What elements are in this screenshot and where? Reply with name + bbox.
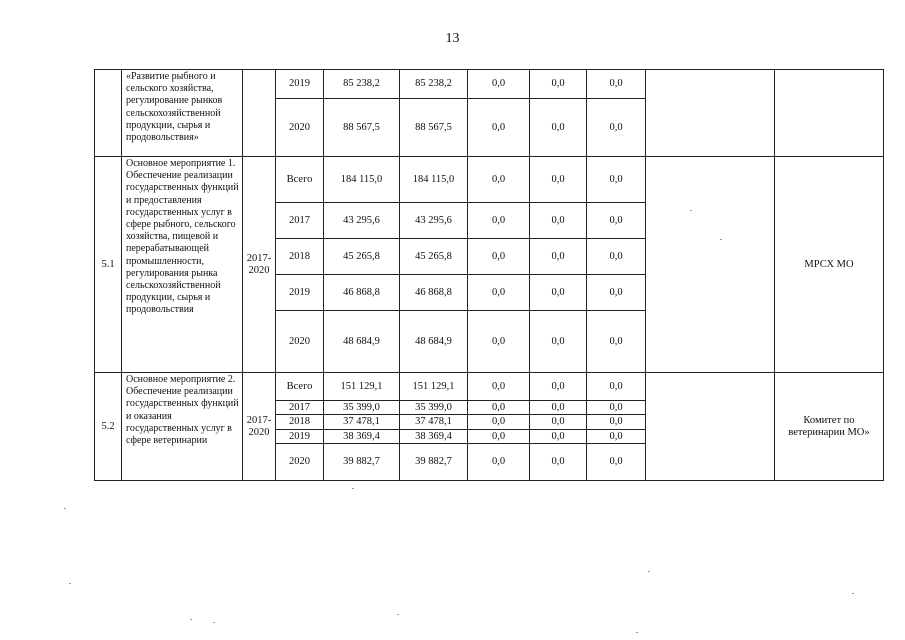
year-cell: 2018 [276,239,324,275]
total-cell: 184 115,0 [324,157,400,203]
executor-cell: МРСХ МО [775,157,884,373]
zero-cell: 0,0 [587,70,646,99]
zero-cell: 0,0 [530,311,587,373]
table-row [95,157,884,203]
total-cell: 38 369,4 [324,430,400,444]
page-number: 13 [445,31,460,46]
zero-cell: 0,0 [468,99,530,157]
zero-cell: 0,0 [468,311,530,373]
scan-speck [720,239,722,240]
budget-cell: 85 238,2 [400,70,468,99]
zero-cell: 0,0 [468,275,530,311]
zero-cell: 0,0 [468,415,530,430]
budget-cell: 43 295,6 [400,203,468,239]
budget-cell: 46 868,8 [400,275,468,311]
year-cell: Всего [276,157,324,203]
year-cell: 2019 [276,70,324,99]
total-cell: 85 238,2 [324,70,400,99]
total-cell: 48 684,9 [324,311,400,373]
period-start: 2017- [246,252,272,264]
zero-cell: 0,0 [530,415,587,430]
item-number [95,70,122,157]
zero-cell: 0,0 [468,430,530,444]
program-name: Основное мероприятие 1. Обеспечение реализации государственных функций и предоставления государственных услуг в сфере рыбного, сельского хозяйства, пищевой и перерабатывающей промышленности, регулирования рынка сельскохозяйственной продукции, сырья и продовольствия [122,157,243,373]
budget-cell: 35 399,0 [400,401,468,415]
executor-cell [775,70,884,157]
zero-cell: 0,0 [587,275,646,311]
zero-cell: 0,0 [468,239,530,275]
zero-cell: 0,0 [587,157,646,203]
zero-cell: 0,0 [530,99,587,157]
zero-cell: 0,0 [530,401,587,415]
total-cell: 45 265,8 [324,239,400,275]
budget-cell: 37 478,1 [400,415,468,430]
period-start: 2017- [246,414,272,426]
budget-cell: 151 129,1 [400,373,468,401]
zero-cell: 0,0 [587,373,646,401]
period-cell [243,157,276,373]
empty-cell [646,157,775,373]
zero-cell: 0,0 [530,373,587,401]
zero-cell: 0,0 [587,311,646,373]
year-cell: 2020 [276,444,324,481]
period-cell [243,373,276,481]
zero-cell: 0,0 [530,275,587,311]
empty-cell [646,70,775,157]
table-row [95,373,884,401]
scan-speck [397,614,399,615]
year-cell: 2018 [276,415,324,430]
scan-speck [190,619,192,620]
period-cell [243,70,276,157]
total-cell: 88 567,5 [324,99,400,157]
scan-speck [213,622,215,623]
budget-cell: 88 567,5 [400,99,468,157]
item-number: 5.1 [95,157,122,373]
zero-cell: 0,0 [468,444,530,481]
zero-cell: 0,0 [587,203,646,239]
zero-cell: 0,0 [530,70,587,99]
zero-cell: 0,0 [468,373,530,401]
year-cell: 2020 [276,311,324,373]
period-end: 2020 [248,426,270,438]
empty-cell [646,373,775,481]
year-cell: 2019 [276,275,324,311]
zero-cell: 0,0 [468,157,530,203]
budget-table [94,69,884,481]
zero-cell: 0,0 [530,239,587,275]
program-name: Основное мероприятие 2. Обеспечение реализации государственных функций и оказания государственных услуг в сфере ветеринарии [122,373,243,481]
scan-speck [69,583,71,584]
scan-speck [648,571,650,572]
scan-speck [852,593,854,594]
year-cell: Всего [276,373,324,401]
year-cell: 2017 [276,401,324,415]
zero-cell: 0,0 [468,203,530,239]
budget-cell: 48 684,9 [400,311,468,373]
zero-cell: 0,0 [587,444,646,481]
zero-cell: 0,0 [468,401,530,415]
year-cell: 2020 [276,99,324,157]
item-number: 5.2 [95,373,122,481]
program-name: «Развитие рыбного и сельского хозяйства, регулирование рынков сельскохозяйственной продукции, сырья и продовольствия» [122,70,243,157]
executor-cell: Комитет по ветеринарии МО» [775,373,884,481]
total-cell: 37 478,1 [324,415,400,430]
table-row [95,70,884,99]
total-cell: 35 399,0 [324,401,400,415]
scan-speck [352,488,354,489]
zero-cell: 0,0 [587,239,646,275]
budget-cell: 184 115,0 [400,157,468,203]
zero-cell: 0,0 [587,99,646,157]
budget-cell: 45 265,8 [400,239,468,275]
zero-cell: 0,0 [530,444,587,481]
year-cell: 2019 [276,430,324,444]
zero-cell: 0,0 [530,157,587,203]
period-end: 2020 [248,264,270,276]
zero-cell: 0,0 [587,415,646,430]
zero-cell: 0,0 [530,430,587,444]
zero-cell: 0,0 [468,70,530,99]
scan-speck [636,632,638,633]
year-cell: 2017 [276,203,324,239]
total-cell: 39 882,7 [324,444,400,481]
budget-cell: 39 882,7 [400,444,468,481]
zero-cell: 0,0 [530,203,587,239]
scan-speck [64,508,66,509]
scan-speck [690,210,692,211]
total-cell: 46 868,8 [324,275,400,311]
total-cell: 43 295,6 [324,203,400,239]
zero-cell: 0,0 [587,430,646,444]
total-cell: 151 129,1 [324,373,400,401]
zero-cell: 0,0 [587,401,646,415]
budget-cell: 38 369,4 [400,430,468,444]
